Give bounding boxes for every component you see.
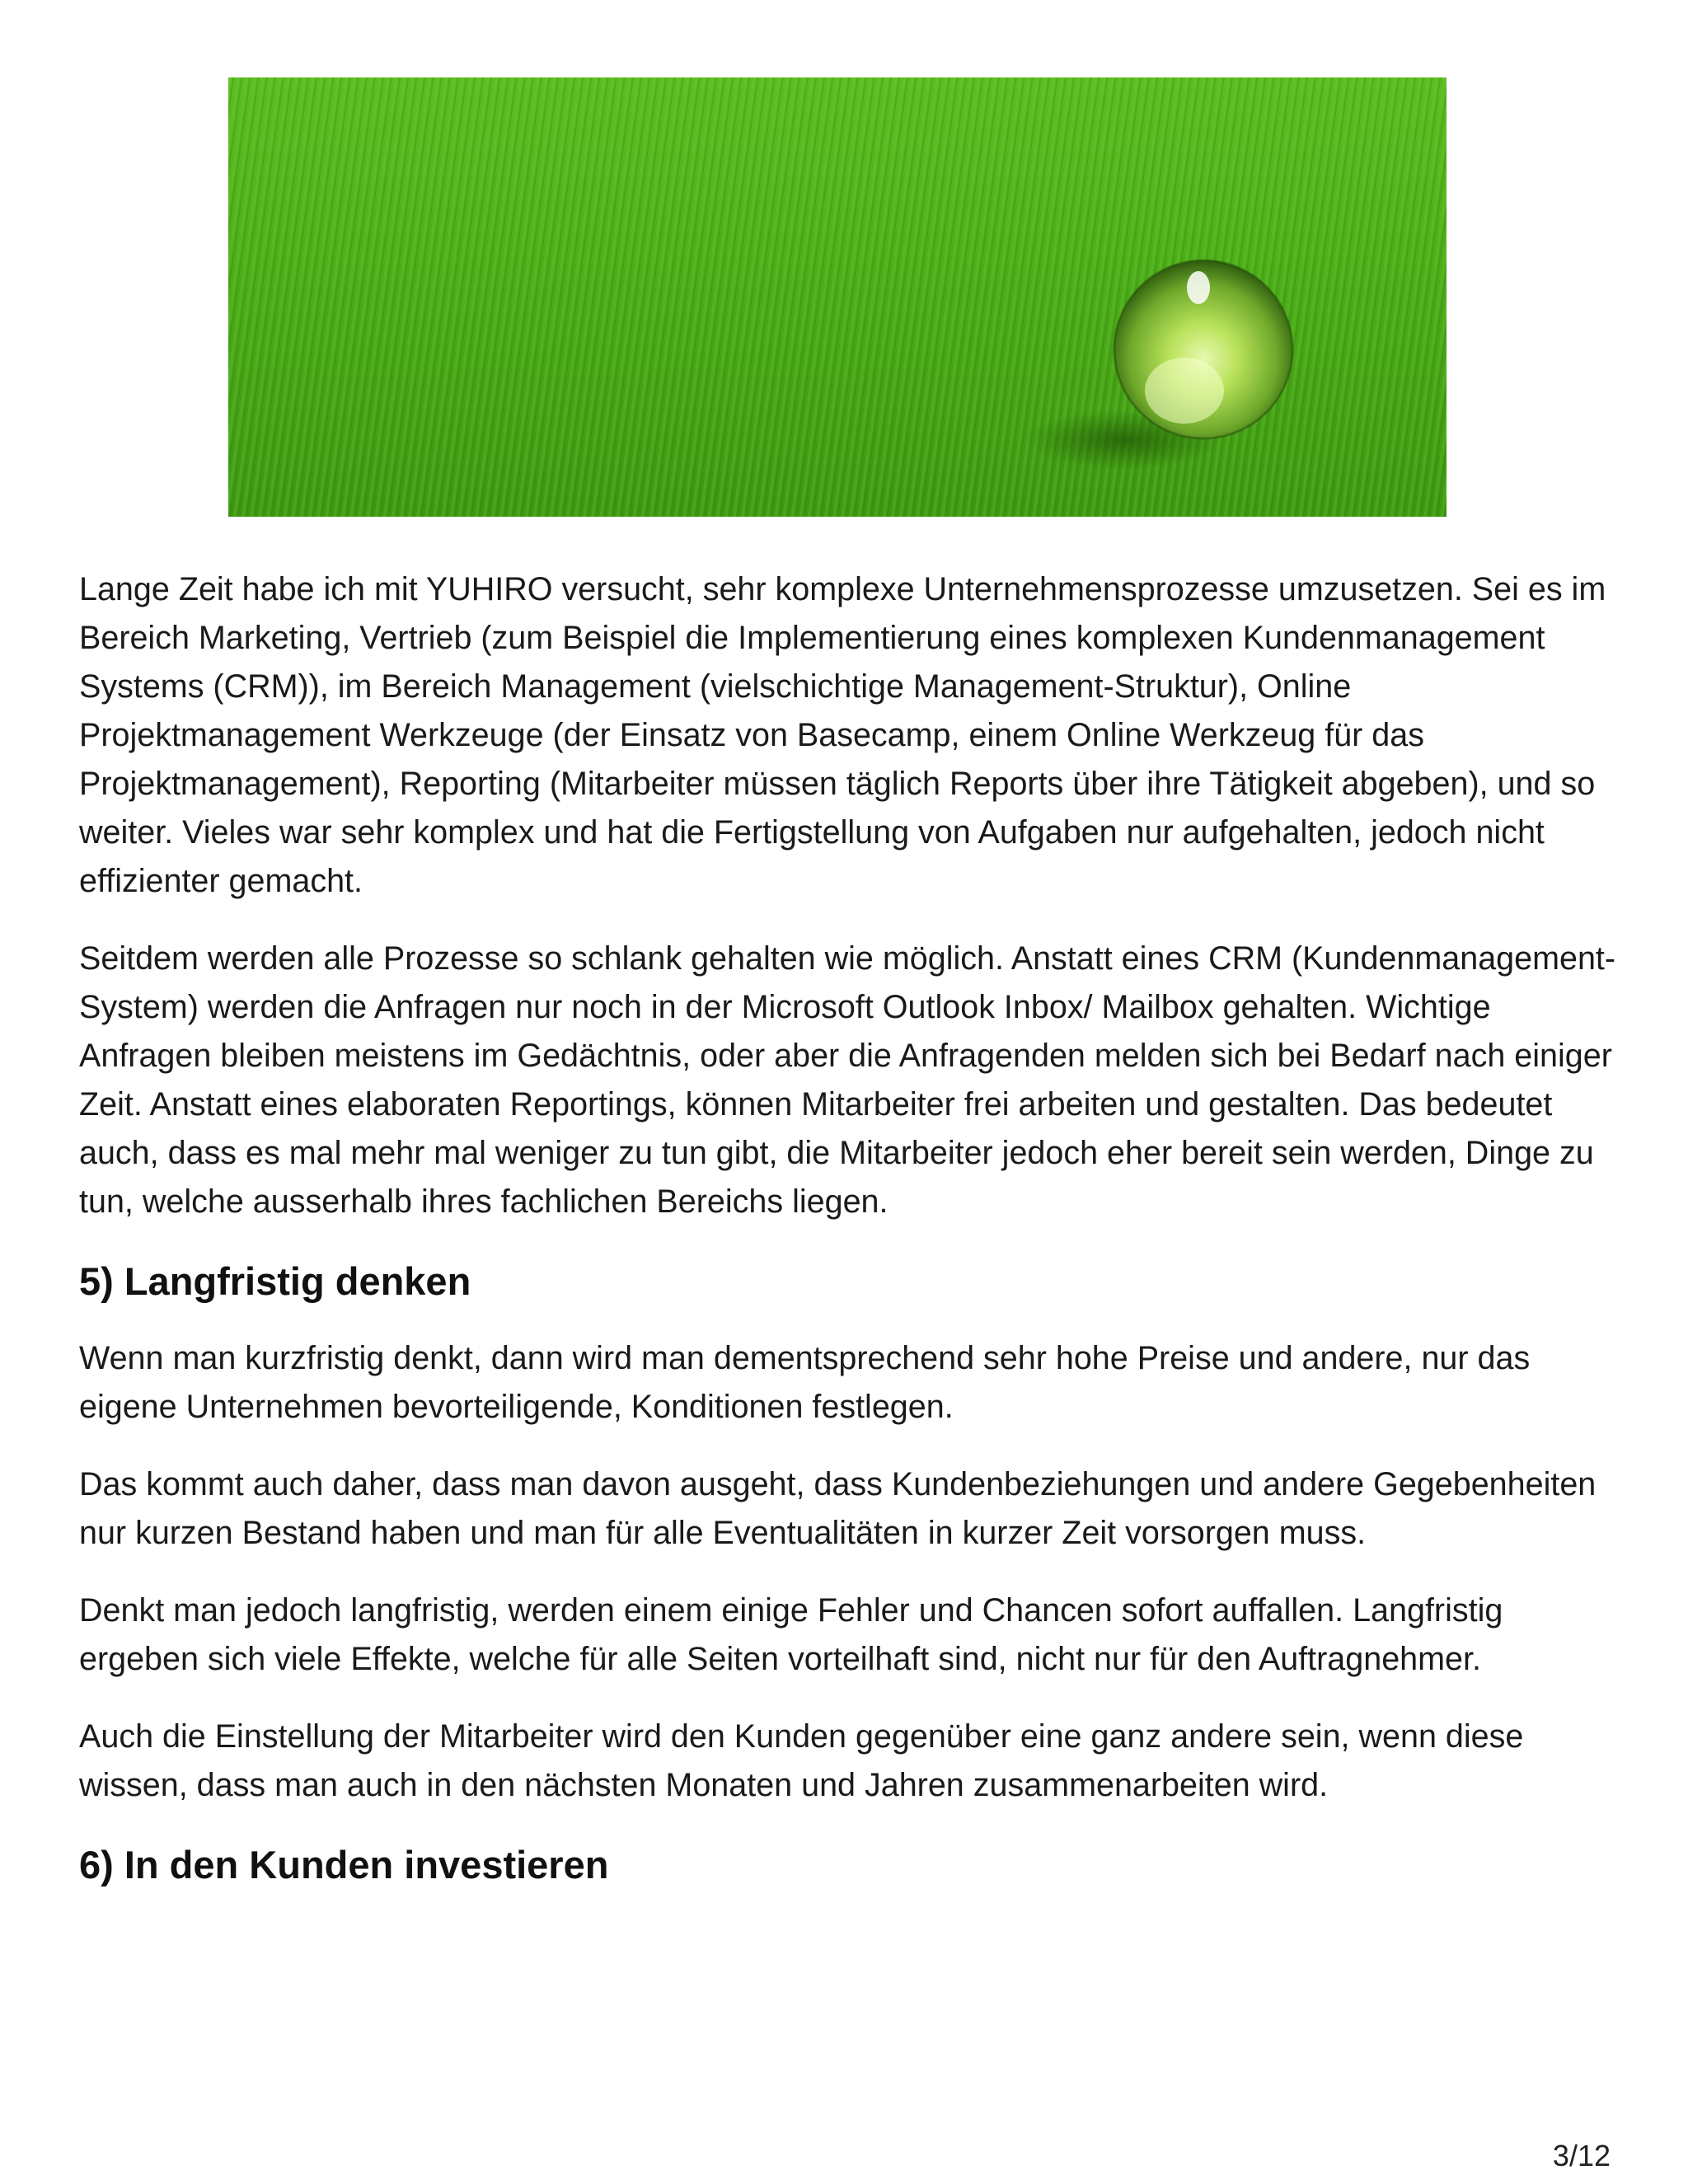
- hero-image: [228, 77, 1447, 517]
- paragraph-schlank: Seitdem werden alle Prozesse so schlank gehalten wie möglich. Anstatt eines CRM (Kundenmanagement-System) werden die Anfragen nur noch in der Microsoft Outlook Inbox/ Mailbox gehalten. Wichtige Anfragen bleiben meistens im Gedächtnis, oder aber die Anfragenden melden sich bei Bedarf nach einiger Zeit. Anstatt eines elaboraten Reportings, können Mitarbeiter frei arbeiten und gestalten. Das bedeutet auch, dass es mal mehr mal weniger zu tun gibt, die Mitarbeiter jedoch eher bereit sein werden, Dinge zu tun, welche ausserhalb ihres fachlichen Bereichs liegen.: [79, 940, 1616, 1220]
- article-body: [79, 565, 1629, 1918]
- paragraph-prozesse: Lange Zeit habe ich mit YUHIRO versucht, sehr komplexe Unternehmensprozesse umzusetzen. Sei es im Bereich Marketing, Vertrieb (zum Beispiel die Implementierung eines komplexen Kundenmanagement Systems (CRM)), im Bereich Management (vielschichtige Management-Struktur), Online Projektmanagement Werkzeuge (der Einsatz von Basecamp, einem Online Werkzeug für das Projektmanagement), Reporting (Mitarbeiter müssen täglich Reports über ihre Tätigkeit abgeben), und so weiter. Vieles war sehr komplex und hat die Fertigstellung von Aufgaben nur aufgehalten, jedoch nicht effizienter gemacht.: [79, 571, 1606, 899]
- water-droplet-on-leaf-photo-icon: [228, 77, 1447, 517]
- section-heading-langfristig: 5) Langfristig denken: [79, 1259, 471, 1303]
- page-number: 3/12: [1552, 2139, 1611, 2172]
- section-heading-investieren: 6) In den Kunden investieren: [79, 1843, 609, 1886]
- paragraph-kurzfristig: Wenn man kurzfristig denkt, dann wird man dementsprechend sehr hohe Preise und andere, nur das eigene Unternehmen bevorteiligende, Konditionen festlegen.: [79, 1340, 1531, 1425]
- paragraph-kundenbeziehungen: Das kommt auch daher, dass man davon ausgeht, dass Kundenbeziehungen und andere Gegebenheiten nur kurzen Bestand haben und man für alle Eventualitäten in kurzer Zeit vorsorgen muss.: [79, 1466, 1597, 1551]
- paragraph-mitarbeiter-einstellung: Auch die Einstellung der Mitarbeiter wird den Kunden gegenüber eine ganz andere sein, wenn diese wissen, dass man auch in den nächsten Monaten und Jahren zusammenarbeiten wird.: [79, 1718, 1524, 1803]
- paragraph-langfristig-effekte: Denkt man jedoch langfristig, werden einem einige Fehler und Chancen sofort auffallen. Langfristig ergeben sich viele Effekte, welche für alle Seiten vorteilhaft sind, nicht nur für den Auftragnehmer.: [79, 1592, 1503, 1677]
